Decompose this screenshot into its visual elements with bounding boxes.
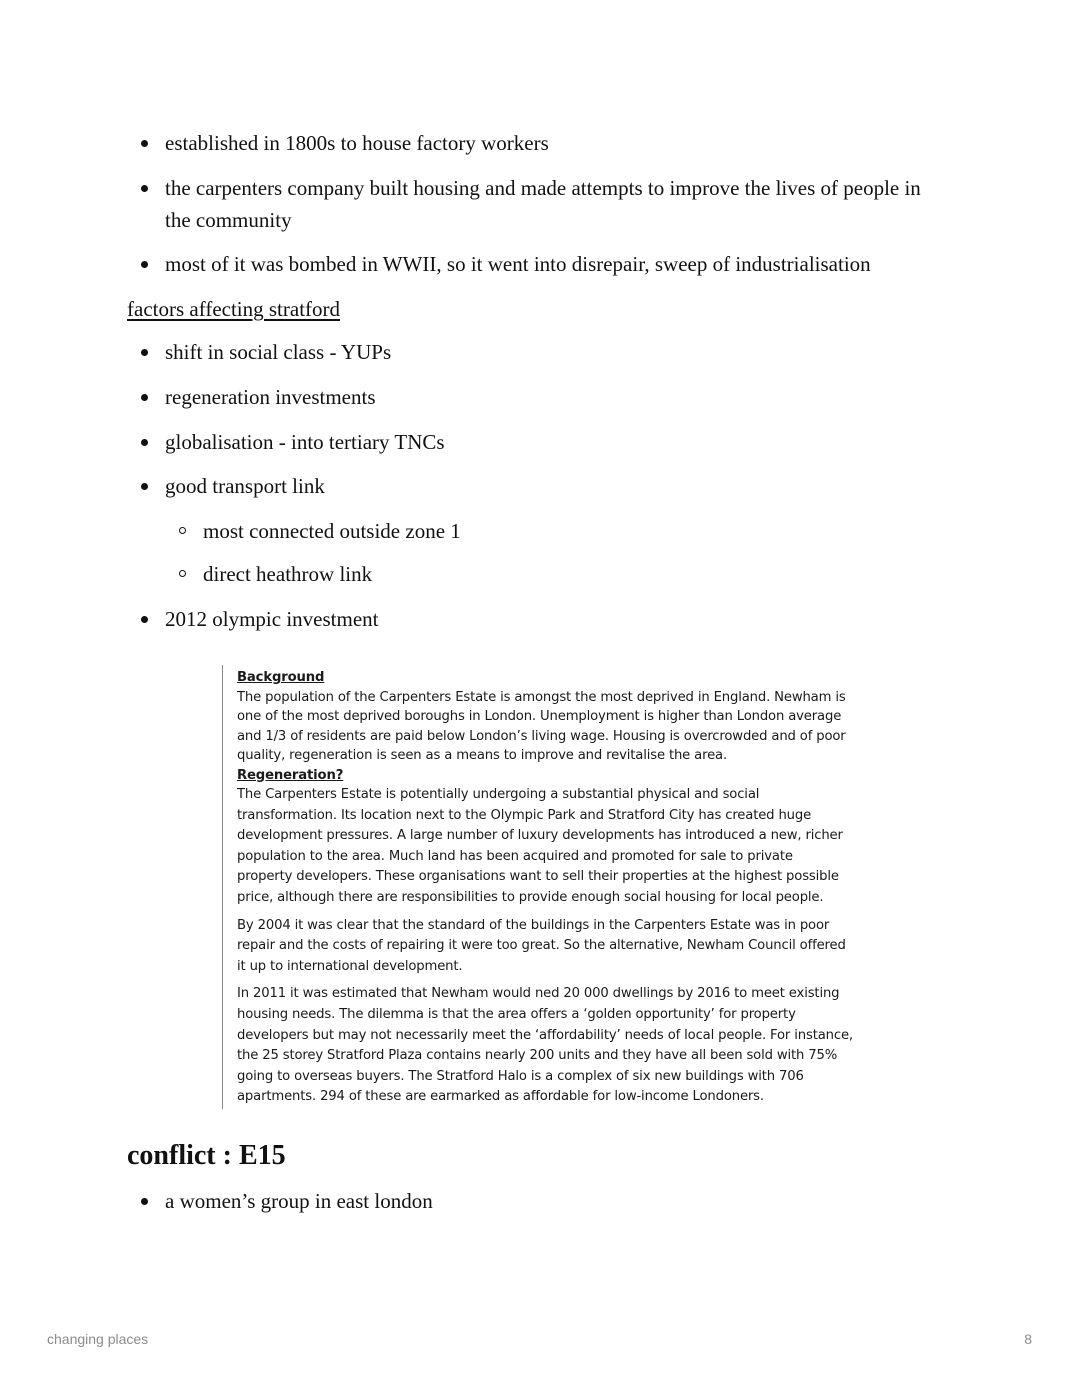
excerpt-line: The population of the Carpenters Estate is amongst the most deprived in England. Newham is [237, 689, 846, 705]
excerpt-line: developers but may not necessarily meet the ‘affordability’ needs of local people. For instance, [237, 1027, 853, 1043]
list-item: globalisation - into tertiary TNCs [165, 426, 445, 458]
excerpt-line: In 2011 it was estimated that Newham would ned 20 000 dwellings by 2016 to meet existing [237, 986, 840, 1002]
excerpt-line: and 1/3 of residents are paid below London’s living wage. Housing is overcrowded and of poor [237, 728, 846, 744]
list-item: a women’s group in east london [165, 1185, 433, 1217]
list-item: 2012 olympic investment [165, 603, 378, 635]
list-item: regeneration investments [165, 381, 376, 413]
excerpt-heading-background: Background [237, 670, 325, 685]
excerpt-line: the 25 storey Stratford Plaza contains nearly 200 units and they have all been sold with 75% [237, 1048, 838, 1064]
list-item: most of it was bombed in WWII, so it went into disrepair, sweep of industrialisation [165, 248, 871, 280]
excerpt-line: property developers. These organisations want to sell their properties at the highest possible [237, 869, 839, 885]
embedded-text-excerpt [222, 665, 872, 1109]
list-item: established in 1800s to house factory workers [165, 127, 549, 159]
excerpt-line: price, although there are responsibilities to provide enough social housing for local people. [237, 889, 824, 905]
excerpt-line: apartments. 294 of these are earmarked as affordable for low-income Londoners. [237, 1089, 764, 1105]
footer-document-title: changing places [47, 1331, 149, 1347]
sub-list-item: direct heathrow link [203, 558, 372, 590]
excerpt-line: development pressures. A large number of luxury developments has introduced a new, richer [237, 828, 843, 844]
footer-page-number: 8 [1024, 1331, 1032, 1347]
list-item: the carpenters company built housing and made attempts to improve the lives of people in the community [165, 172, 945, 236]
excerpt-heading-regeneration: Regeneration? [237, 767, 344, 783]
excerpt-line: repair and the costs of repairing it were too great. So the alternative, Newham Council offered [237, 938, 846, 954]
excerpt-line: quality, regeneration is seen as a means to improve and revitalise the area. [237, 748, 728, 763]
excerpt-line: population to the area. Much land has been acquired and promoted for sale to private [237, 848, 793, 864]
excerpt-line: going to overseas buyers. The Stratford Halo is a complex of six new buildings with 706 [237, 1068, 804, 1084]
excerpt-line: By 2004 it was clear that the standard of the buildings in the Carpenters Estate was in poor [237, 917, 830, 933]
excerpt-line: it up to international development. [237, 958, 463, 974]
section-heading-conflict: conflict : E15 [127, 1140, 286, 1171]
list-item: good transport link [165, 470, 325, 502]
excerpt-line: one of the most deprived boroughs in London. Unemployment is higher than London average [237, 709, 842, 724]
section-heading-factors: factors affecting stratford [127, 297, 341, 321]
excerpt-line: The Carpenters Estate is potentially undergoing a substantial physical and social [237, 787, 760, 802]
excerpt-line: transformation. Its location next to the Olympic Park and Stratford City has created huge [237, 807, 812, 823]
excerpt-line: housing needs. The dilemma is that the area offers a ‘golden opportunity’ for property [237, 1006, 796, 1022]
list-item: shift in social class - YUPs [165, 336, 391, 368]
sub-list-item: most connected outside zone 1 [203, 515, 461, 547]
